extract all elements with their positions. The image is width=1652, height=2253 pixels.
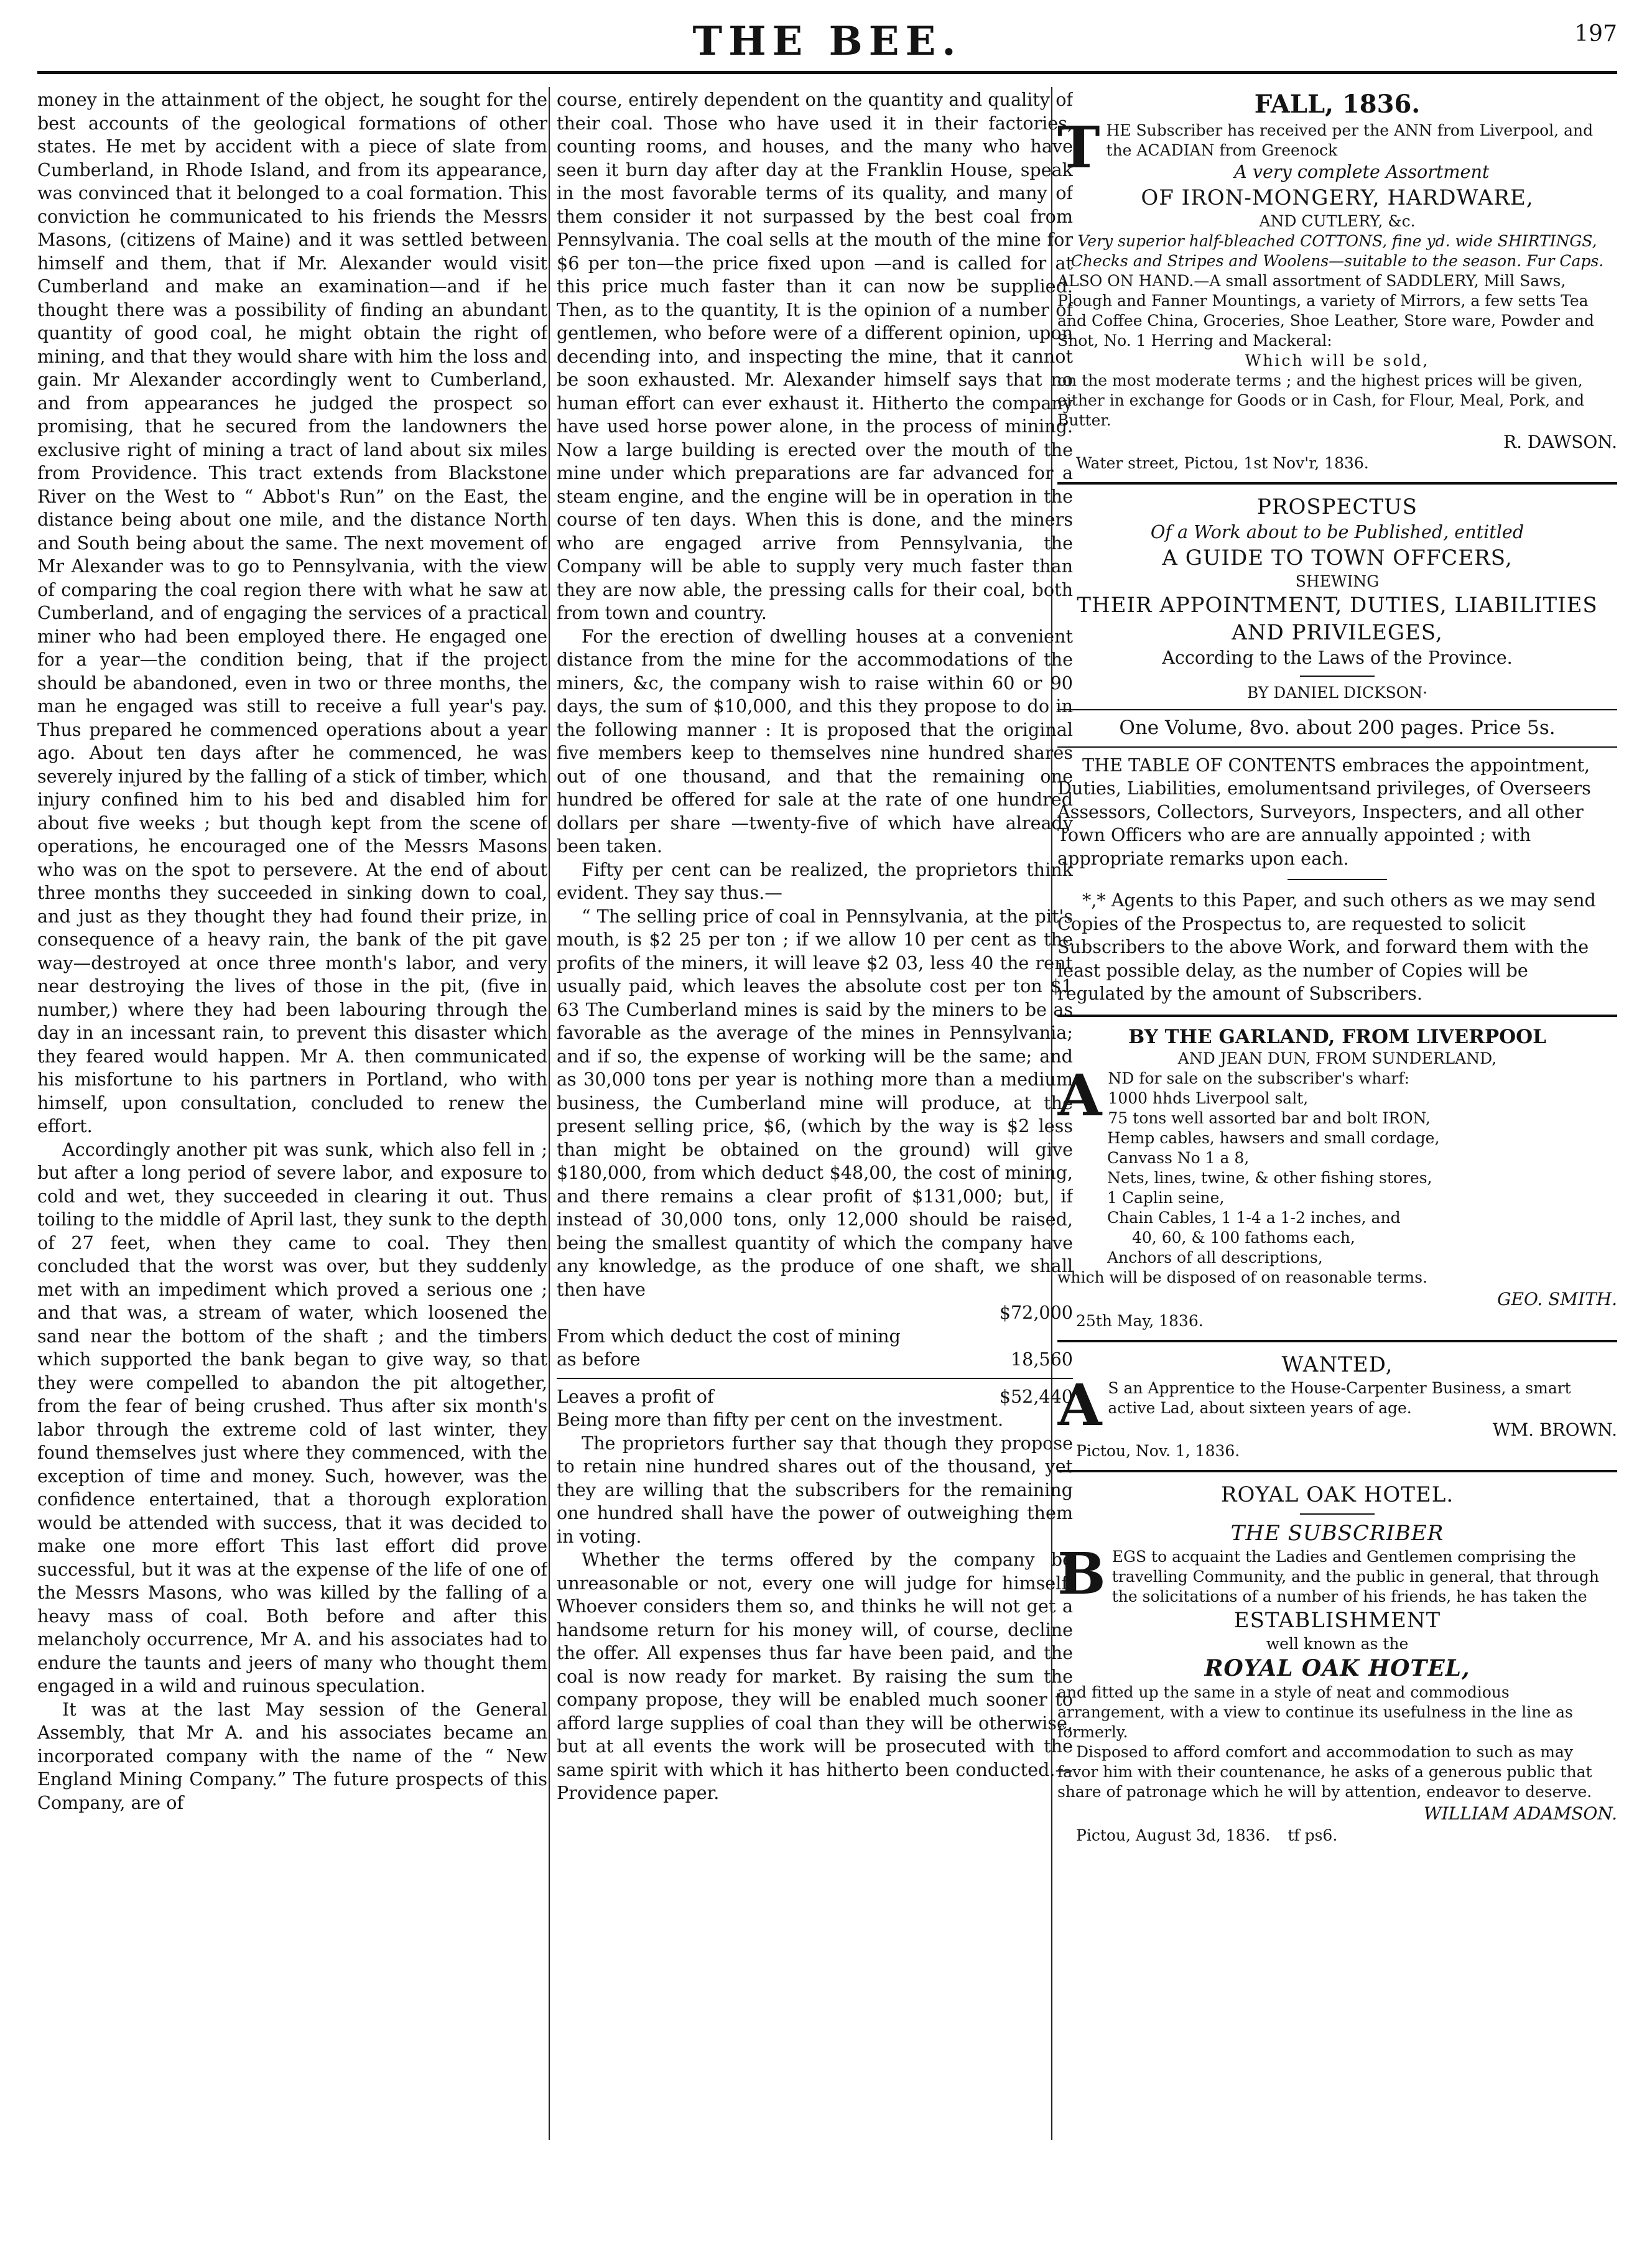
section-rule xyxy=(1057,1340,1617,1342)
list-item: 1 Caplin seine, xyxy=(1107,1189,1225,1207)
article-paragraph: Whether the terms offered by the company be unreasonable or not, every one will judge for himself. Whoever considers them so, and thinks he will not get a handsome return for his money will, of course, decline the offer. All expenses thus far have been paid, and the coal is now ready for market. By raising the sum the company propose, they will be enabled much sooner to afford large supplies of coal than they will be otherwise, but at all events the work will be prosecuted with the same spirit with which it has hitherto been conducted.—Providence paper. xyxy=(557,1549,1073,1803)
ad-hotel xyxy=(1057,1481,1617,1846)
ad-line: According to the Laws of the Province. xyxy=(1162,646,1513,668)
masthead xyxy=(37,14,1617,70)
column-rule xyxy=(549,87,550,2140)
ad-title: BY THE GARLAND, FROM LIVERPOOL xyxy=(1128,1025,1546,1048)
drop-cap: B xyxy=(1057,1540,1106,1607)
ad-line: Which will be sold, xyxy=(1245,351,1430,369)
sum-rule xyxy=(557,1378,1073,1379)
ad-signature: R. DAWSON. xyxy=(1503,431,1617,452)
ad-line: AND JEAN DUN, FROM SUNDERLAND, xyxy=(1177,1049,1497,1067)
ad-line: AND CUTLERY, &c. xyxy=(1259,211,1416,230)
ad-dawson xyxy=(1057,88,1617,473)
ad-line: on the most moderate terms ; and the highest prices will be given, either in exchange for Goods or in Cash, for Flour, Meal, Pork, and Butter. xyxy=(1057,371,1585,429)
drop-cap: A xyxy=(1057,1062,1102,1129)
list-item: 75 tons well assorted bar and bolt IRON, xyxy=(1108,1109,1431,1127)
ad-line: One Volume, 8vo. about 200 pages. Price 5s. xyxy=(1119,717,1556,739)
short-rule xyxy=(1288,879,1387,880)
ad-heading: OF IRON-MONGERY, HARDWARE, xyxy=(1141,185,1534,210)
ad-date: 25th May, 1836. xyxy=(1076,1311,1204,1330)
ad-date: Water street, Pictou, 1st Nov'r, 1836. xyxy=(1076,454,1369,472)
ad-heading: ROYAL OAK HOTEL, xyxy=(1204,1655,1470,1681)
rule xyxy=(1057,709,1617,710)
drop-cap: A xyxy=(1057,1371,1102,1439)
ad-title: PROSPECTUS xyxy=(1257,495,1418,519)
article-paragraph: “ The selling price of coal in Pennsylvania, at the pit's mouth, is $2 25 per ton ; if we allow 10 per cent as the profits of the miners, it will leave $2 03, less 40 the rent usually paid, which leaves the absolute cost per ton $1 63 The Cumberland mines is said by the miners to be as favorable as the average of the mines in Pennsylvania; and if so, the expense of working will be the same; and as 30,000 tons per year is nothing more than a medium business, the Cumberland mine will produce, at the present selling price, $6, (which by the way is $2 less than might be obtained on the ground) will give $180,000, from which deduct $48,00, the cost of mining, and there remains a clear profit of $131,000; but, if instead of 30,000 tons, only 12,000 should be raised, being the smallest quantity of which the company have any knowledge, as the produce of one shaft, we shall then have xyxy=(557,905,1073,1300)
profit-figures xyxy=(557,1301,1073,1408)
article-paragraph: The proprietors further say that though they propose to retain nine hundred shares out of the thousand, yet they are willing that the subscribers for the remaining one hundred shall have the power of outweighing them in voting. xyxy=(557,1432,1073,1547)
section-rule xyxy=(1057,1015,1617,1017)
ad-heading: ESTABLISHMENT xyxy=(1233,1608,1441,1633)
ad-paragraph: THE TABLE OF CONTENTS embraces the appointment, Duties, Liabilities, emolumentsand privileges, of Overseers Assessors, Collectors, Surveyors, Inspecters, and all other Town Officers who are are annually appointed ; with appropriate remarks upon each. xyxy=(1057,754,1591,869)
ad-line: ALSO ON HAND.—A small assortment of SADDLERY, Mill Saws, Plough and Fanner Mountings, a variety of Mirrors, a few setts Tea and Coffee China, Groceries, Shoe Leather, Store ware, Powder and Shot, No. 1 Herring and Mackeral: xyxy=(1057,271,1594,350)
figure-value: $72,000 xyxy=(999,1302,1073,1323)
ad-paragraph: *,* Agents to this Paper, and such others as we may send Copies of the Prospectus to, are requested to solicit Subscribers to the above Work, and forward them with the least possible delay, as the number of Copies will be regulated by the amount of Subscribers. xyxy=(1057,890,1596,1004)
ad-line: Very superior half-bleached COTTONS, fine yd. wide SHIRTINGS, Checks and Stripes and Woolens—suitable to the season. Fur Caps. xyxy=(1070,231,1604,270)
ad-paragraph: and fitted up the same in a style of neat and commodious arrangement, with a view to continue its usefulness in the line as formerly. xyxy=(1057,1683,1573,1741)
article-column-1 xyxy=(37,88,547,2141)
article-paragraph: money in the attainment of the object, he sought for the best accounts of the geological formations of other states. He met by accident with a piece of slate from Cumberland, in Rhode Island, and from its appearance, was convinced that it belonged to a coal formation. This conviction he communicated to his friends the Messrs Masons, (citizens of Maine) and it was settled between himself and them, that if Mr. Alexander would visit Cumberland and make an examination—and if he thought there was a possibility of finding an abundant quantity of good coal, he might obtain the right of mining, and that they would share with him the loss and gain. Mr Alexander accordingly went to Cumberland, and from appearances he judged the prospect so promising, that he secured from the landowners the exclusive right of mining a tract of land about six miles from Providence. This tract extends from Blackstone River on the West to “ Abbot's Run” on the East, the distance being about one mile, and the distance North and South being about the same. The next movement of Mr Alexander was to go to Pennsylvania, with the view of comparing the coal region there with what he saw at Cumberland, and of engaging the services of a practical miner who had been employed there. He engaged one for a year—the condition being, that if the project should be abandoned, even in two or three months, the man he engaged was still to receive a full year's pay. Thus prepared he commenced operations about a year ago. About ten days after he commenced, he was severely injured by the falling of a stick of timber, which injury confined him to his bed and disabled him for about five weeks ; but though kept from the scene of operations, he encouraged one of the Messrs Masons who was on the spot to persevere. At the end of about three months they succeeded in sinking down to coal, and just as they thought they had found their prize, in consequence of a heavy rain, the bank of the pit gave way—destroyed at once three month's labor, and very near destroying the lives of those in the pit, (five in number,) where they had been labouring through the day in an incessant rain, to prevent this disaster which they feared would happen. Mr A. then communicated his misfortune to his partners in Portland, who with himself, upon consultation, concluded to renew the effort. xyxy=(37,89,547,1136)
ad-wanted xyxy=(1057,1351,1617,1462)
drop-cap: T xyxy=(1057,114,1100,181)
ad-title: ROYAL OAK HOTEL. xyxy=(1220,1482,1454,1507)
ad-signature: GEO. SMITH. xyxy=(1497,1289,1617,1309)
ad-intro: B EGS to acquaint the Ladies and Gentlemen comprising the travelling Community, and the public in general, that through the solicitations of a number of his friends, he has taken the xyxy=(1057,1540,1599,1607)
ad-line: A very complete Assortment xyxy=(1234,161,1490,182)
figure-value: 18,560 xyxy=(1010,1349,1073,1370)
ad-prospectus xyxy=(1057,493,1617,1006)
article-paragraph: Being more than fifty per cent on the investment. xyxy=(557,1409,1004,1430)
list-item: Anchors of all descriptions, xyxy=(1107,1248,1323,1266)
article-paragraph: Accordingly another pit was sunk, which also fell in ; but after a long period of severe labor, and exposure to cold and wet, they succeeded in clearing it out. Thus toiling to the middle of April last, they sunk to the depth of 27 feet, when they came to coal. They then concluded that the worst was over, but they suddenly met with an impediment which proved a serious one ; and that was, a stream of water, which loosened the sand near the bottom of the shaft ; and the timbers which supported the bank began to give way, so that they were compelled to abandon the pit altogether, from the fear of being crushed. Thus after six month's labor through the extreme cold of last winter, they found themselves just where they commenced, with the exception of time and money. Such, however, was the confidence entertained, that a thorough exploration would be attended with success, that it was decided to make one more effort This last effort did prove successful, but it was at the expense of the life of one of the Messrs Masons, who was killed by the falling of a heavy mass of coal. Both before and after this melancholy occurrence, Mr A. and his associates had to endure the taunts and jeers of many who thought them engaged in a wild and ruinous speculation. xyxy=(37,1138,547,1696)
ad-signature: WILLIAM ADAMSON. xyxy=(1423,1803,1617,1824)
article-paragraph: Fifty per cent can be realized, the proprietors think evident. They say thus.— xyxy=(557,858,1073,903)
ad-code: tf ps6. xyxy=(1288,1826,1338,1844)
section-rule xyxy=(1057,482,1617,485)
ad-intro: A ND for sale on the subscriber's wharf: xyxy=(1057,1062,1410,1129)
rule xyxy=(1057,746,1617,748)
article-paragraph: course, entirely dependent on the quantity and quality of their coal. Those who have used it in their factories, counting rooms, and houses, and the many who have seen it burn day after day at the Franklin House, speak in the most favorable terms of its quality, and many of them consider it not surpassed by the best coal from Pennsylvania. The coal sells at the mouth of the mine for $6 per ton—the price fixed upon —and is called for at this price much faster than it can now be supplied. Then, as to the quantity, It is the opinion of a number of gentlemen, who before were of a different opinion, upon decending into, and inspecting the mine, that it cannot be soon exhausted. Mr. Alexander himself says that no human effort can ever exhaust it. Hitherto the company have used horse power alone, in the process of mining. Now a large building is erected over the mouth of the mine under which preparations are far advanced for a steam engine, and the engine will be in operation in the course of ten days. When this is done, and the miners who are engaged arrive from Pennsylvania, the Company will be able to supply very much faster than they are now able, the pressing calls for their coal, both from town and country. xyxy=(557,89,1073,623)
ad-title: FALL, 1836. xyxy=(1254,90,1421,119)
list-item: 40, 60, & 100 fathoms each, xyxy=(1132,1229,1355,1247)
newspaper-title: THE BEE. xyxy=(692,18,962,65)
ad-intro: T HE Subscriber has received per the ANN from Liverpool, and the ACADIAN from Greenock xyxy=(1057,114,1594,181)
figure-label: From which deduct the cost of mining xyxy=(557,1325,901,1347)
figure-label: Leaves a profit of xyxy=(557,1385,714,1407)
ad-line: well known as the xyxy=(1266,1635,1409,1653)
list-item: 1000 hhds Liverpool salt, xyxy=(1108,1089,1309,1107)
ad-date: Pictou, August 3d, 1836. tf ps6. xyxy=(1076,1826,1338,1844)
section-rule xyxy=(1057,1470,1617,1472)
ad-heading: THE SUBSCRIBER xyxy=(1230,1521,1444,1546)
ad-line: SHEWING xyxy=(1295,572,1380,590)
list-item: Nets, lines, twine, & other fishing stores, xyxy=(1107,1169,1432,1187)
ad-intro: A S an Apprentice to the House-Carpenter Business, a smart active Lad, about sixteen years of age. xyxy=(1057,1371,1571,1439)
list-item: Canvass No 1 a 8, xyxy=(1107,1149,1250,1167)
figure-value: $52,440 xyxy=(999,1385,1073,1407)
ad-line: Of a Work about to be Published, entitled xyxy=(1150,521,1524,542)
short-rule xyxy=(1300,1513,1375,1515)
article-column-2 xyxy=(557,88,1073,2141)
ad-heading: A GUIDE TO TOWN OFFCERS, xyxy=(1162,545,1513,570)
ad-heading: THEIR APPOINTMENT, DUTIES, LIABILITIES AND PRIVILEGES, xyxy=(1077,592,1598,645)
page-number: 197 xyxy=(1574,21,1617,47)
short-rule xyxy=(1300,676,1375,677)
ad-paragraph: Disposed to afford comfort and accommodation to such as may favor him with their countenance, he asks of a generous public that share of patronage which he will by attention, endeavor to deserve. xyxy=(1057,1743,1592,1801)
header-rule xyxy=(37,71,1617,74)
article-paragraph: For the erection of dwelling houses at a convenient distance from the mine for the accommodations of the miners, &c, the company wish to raise within 60 or 90 days, the sum of $10,000, and this they propose to do in the following manner : It is proposed that the original five members keep to themselves nine hundred shares out of one thousand, and that the remaining one hundred be offered for sale at the rate of one hundred dollars per share —twenty-five of which have already been taken. xyxy=(557,625,1073,857)
ad-byline: BY DANIEL DICKSON· xyxy=(1246,684,1428,702)
ad-item-list xyxy=(1057,1089,1617,1268)
figure-label: as before xyxy=(557,1349,641,1370)
list-item: Chain Cables, 1 1-4 a 1-2 inches, and xyxy=(1107,1209,1401,1227)
ad-signature: WM. BROWN. xyxy=(1492,1419,1617,1440)
advertisement-column xyxy=(1057,88,1617,2141)
ad-date: Pictou, Nov. 1, 1836. xyxy=(1076,1442,1240,1460)
ad-line: which will be disposed of on reasonable terms. xyxy=(1057,1268,1427,1286)
ad-title: WANTED, xyxy=(1281,1352,1393,1377)
ad-garland xyxy=(1057,1026,1617,1331)
article-paragraph: It was at the last May session of the General Assembly, that Mr A. and his associates became an incorporated company with the name of the “ New England Mining Company.” The future prospects of this Company, are of xyxy=(37,1698,547,1813)
list-item: Hemp cables, hawsers and small cordage, xyxy=(1107,1129,1440,1147)
